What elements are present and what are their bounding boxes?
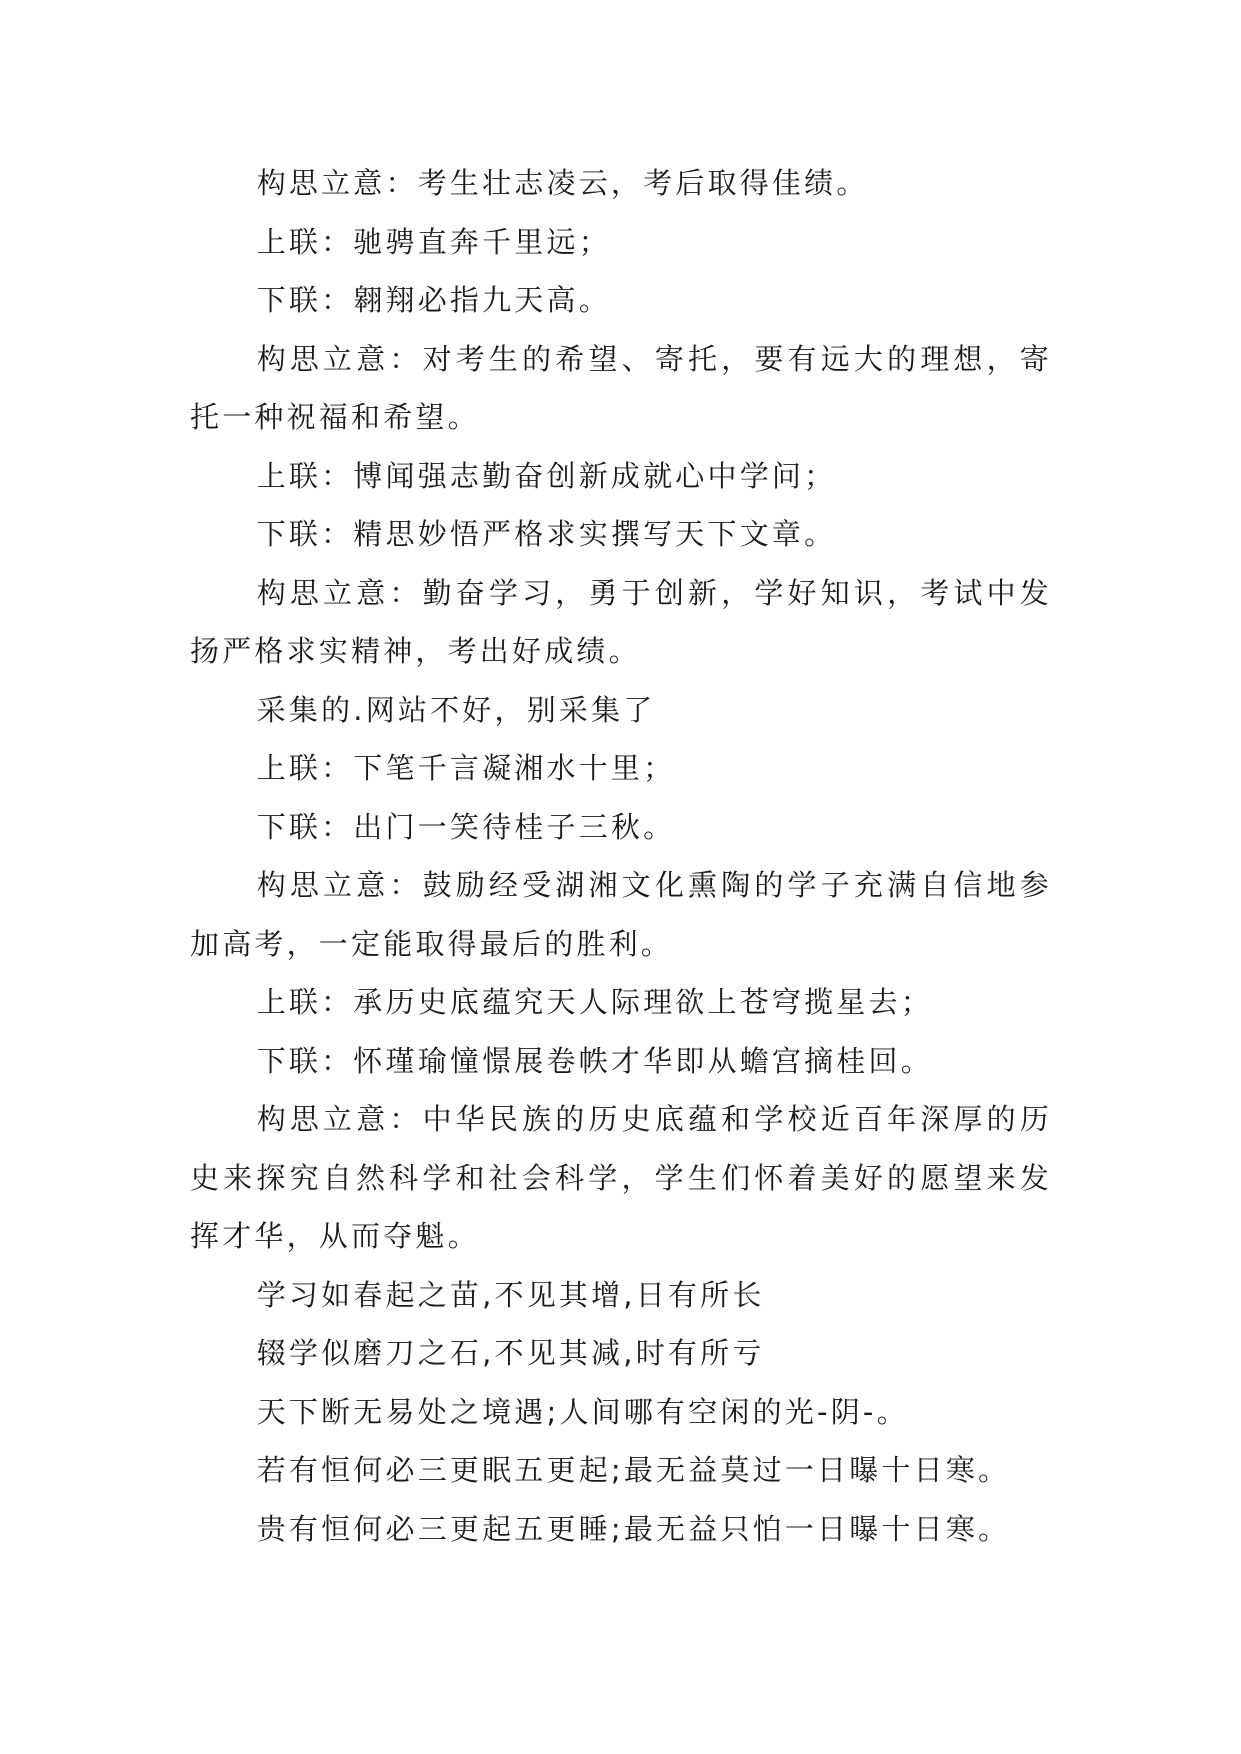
paragraph: 构思立意：鼓励经受湖湘文化熏陶的学子充满自信地参加高考，一定能取得最后的胜利。 bbox=[190, 868, 1052, 961]
paragraph: 若有恒何必三更眠五更起;最无益莫过一日曝十日寒。 bbox=[256, 1453, 1011, 1487]
paragraph: 辍学似磨刀之石,不见其减,时有所亏 bbox=[256, 1336, 765, 1370]
paragraph: 构思立意：考生壮志凌云，考后取得佳绩。 bbox=[256, 166, 869, 200]
paragraph: 下联：出门一笑待桂子三秋。 bbox=[256, 809, 676, 844]
paragraph: 天下断无易处之境遇;人间哪有空闲的光-阴-。 bbox=[256, 1394, 909, 1429]
paragraph: 下联：翱翔必指九天高。 bbox=[256, 283, 611, 317]
paragraph: 上联：下笔千言凝湘水十里； bbox=[256, 751, 676, 785]
paragraph: 学习如春起之苗,不见其增,日有所长 bbox=[256, 1277, 765, 1312]
paragraph: 构思立意：中华民族的历史底蕴和学校近百年深厚的历史来探究自然科学和社会科学，学生们怀着美好的愿望来发挥才华，从而夺魁。 bbox=[190, 1102, 1052, 1253]
paragraph: 上联：驰骋直奔千里远； bbox=[256, 224, 611, 259]
paragraph: 上联：博闻强志勤奋创新成就心中学问； bbox=[256, 458, 837, 493]
paragraph: 贵有恒何必三更起五更睡;最无益只怕一日曝十日寒。 bbox=[256, 1511, 1011, 1546]
paragraph: 上联：承历史底蕴究天人际理欲上苍穹揽星去； bbox=[256, 985, 933, 1019]
paragraph: 构思立意：对考生的希望、寄托，要有远大的理想，寄托一种祝福和希望。 bbox=[190, 341, 1052, 434]
paragraph: 下联：精思妙悟严格求实撰写天下文章。 bbox=[256, 517, 837, 551]
document-body bbox=[190, 154, 1052, 1558]
paragraph: 构思立意：勤奋学习，勇于创新，学好知识，考试中发扬严格求实精神，考出好成绩。 bbox=[190, 575, 1052, 668]
paragraph: 下联：怀瑾瑜憧憬展卷帙才华即从蟾宫摘桂回。 bbox=[256, 1043, 933, 1078]
paragraph: 采集的.网站不好，别采集了 bbox=[256, 692, 656, 727]
